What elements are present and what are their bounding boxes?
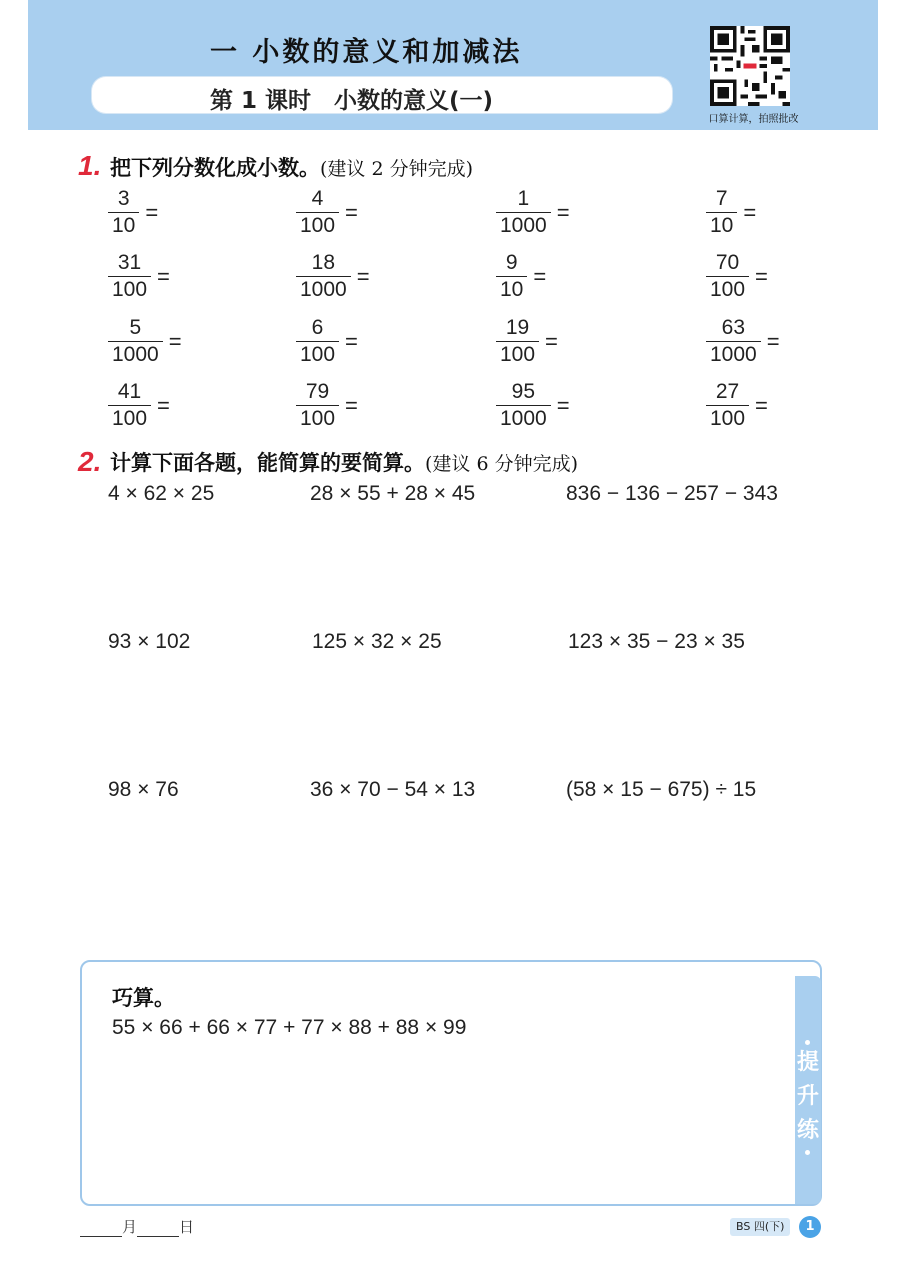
page-number: 1 bbox=[799, 1216, 821, 1238]
fraction-numerator: 5 bbox=[129, 316, 142, 339]
fraction-denominator: 1000 bbox=[496, 405, 551, 430]
fraction bbox=[296, 317, 339, 366]
equals-sign: = bbox=[556, 199, 570, 225]
fraction-item bbox=[496, 188, 570, 237]
fraction bbox=[496, 381, 551, 430]
calc-problem: 125 × 32 × 25 bbox=[312, 630, 442, 653]
fraction-denominator: 1000 bbox=[296, 276, 351, 301]
fraction-numerator: 70 bbox=[715, 251, 740, 274]
tab-dot bbox=[805, 1150, 810, 1155]
fraction bbox=[108, 252, 151, 301]
fraction-denominator: 10 bbox=[108, 212, 139, 237]
calc-problem: 93 × 102 bbox=[108, 630, 191, 653]
fraction-item bbox=[108, 252, 170, 301]
fraction bbox=[108, 317, 163, 366]
fraction bbox=[496, 317, 539, 366]
equals-sign: = bbox=[157, 263, 170, 289]
fraction bbox=[706, 317, 761, 366]
equals-sign: = bbox=[345, 199, 358, 225]
fraction bbox=[706, 188, 737, 237]
calc-problem: 836 − 136 − 257 − 343 bbox=[566, 482, 778, 505]
fraction-numerator: 95 bbox=[511, 380, 536, 403]
date-field[interactable] bbox=[80, 1216, 194, 1237]
equals-sign: = bbox=[145, 199, 159, 225]
fraction-item bbox=[706, 317, 780, 366]
fraction-item bbox=[706, 252, 768, 301]
fraction-denominator: 100 bbox=[706, 276, 749, 301]
fraction-numerator: 7 bbox=[715, 187, 728, 210]
grade-label: BS 四(下) bbox=[730, 1218, 790, 1236]
fraction-item bbox=[296, 252, 370, 301]
fraction-item bbox=[706, 188, 756, 237]
unit-title: 一 小数的意义和加减法 bbox=[210, 37, 523, 68]
fraction-denominator: 1000 bbox=[706, 341, 761, 366]
fraction-item bbox=[296, 188, 358, 237]
day-label: 日 bbox=[179, 1218, 195, 1236]
section1-title-text: 把下列分数化成小数。 bbox=[110, 156, 320, 180]
fraction-denominator: 100 bbox=[296, 341, 339, 366]
fraction-denominator: 1000 bbox=[496, 212, 551, 237]
equals-sign: = bbox=[345, 328, 358, 354]
fraction-item bbox=[296, 381, 358, 430]
fraction bbox=[496, 252, 527, 301]
section2-number: 2. bbox=[78, 446, 102, 477]
qr-caption: 口算计算，拍照批改 bbox=[708, 114, 799, 125]
challenge-title: 巧算。 bbox=[112, 986, 175, 1010]
fraction-denominator: 100 bbox=[296, 212, 339, 237]
equals-sign: = bbox=[743, 199, 757, 225]
fraction bbox=[108, 381, 151, 430]
fraction-numerator: 3 bbox=[117, 187, 130, 210]
fraction-denominator: 10 bbox=[496, 276, 527, 301]
section1-number: 1. bbox=[78, 150, 102, 181]
fraction-numerator: 79 bbox=[305, 380, 330, 403]
equals-sign: = bbox=[157, 392, 170, 418]
day-blank[interactable] bbox=[137, 1222, 179, 1237]
fraction-denominator: 100 bbox=[296, 405, 339, 430]
fraction-numerator: 4 bbox=[311, 187, 324, 210]
fraction-denominator: 10 bbox=[706, 212, 737, 237]
equals-sign: = bbox=[168, 328, 182, 354]
section2-hint: (建议 6 分钟完成) bbox=[425, 453, 578, 475]
fraction-numerator: 6 bbox=[311, 316, 324, 339]
challenge-tab-label: 提 升 练 bbox=[796, 1050, 819, 1143]
lesson-title: 第 1 课时 小数的意义(一) bbox=[210, 88, 494, 114]
equals-sign: = bbox=[356, 263, 370, 289]
fraction-numerator: 9 bbox=[505, 251, 518, 274]
fraction-numerator: 19 bbox=[505, 316, 530, 339]
equals-sign: = bbox=[755, 392, 768, 418]
qr-code[interactable] bbox=[710, 26, 790, 106]
fraction-item bbox=[496, 252, 546, 301]
equals-sign: = bbox=[545, 328, 558, 354]
fraction bbox=[706, 381, 749, 430]
fraction bbox=[296, 252, 351, 301]
section2-title-text: 计算下面各题，能简算的要简算。 bbox=[110, 451, 425, 475]
equals-sign: = bbox=[345, 392, 358, 418]
fraction-numerator: 41 bbox=[117, 380, 142, 403]
fraction bbox=[706, 252, 749, 301]
fraction-denominator: 100 bbox=[108, 276, 151, 301]
fraction-item bbox=[496, 381, 570, 430]
tab-dot bbox=[805, 1040, 810, 1045]
fraction-denominator: 1000 bbox=[108, 341, 163, 366]
equals-sign: = bbox=[533, 263, 547, 289]
fraction-numerator: 63 bbox=[721, 316, 746, 339]
section1-hint: (建议 2 分钟完成) bbox=[320, 158, 473, 180]
fraction-item bbox=[706, 381, 768, 430]
fraction-numerator: 18 bbox=[311, 251, 336, 274]
fraction-denominator: 100 bbox=[108, 405, 151, 430]
equals-sign: = bbox=[766, 328, 780, 354]
month-blank[interactable] bbox=[80, 1222, 122, 1237]
month-label: 月 bbox=[122, 1218, 138, 1236]
fraction-numerator: 31 bbox=[117, 251, 142, 274]
calc-problem: 4 × 62 × 25 bbox=[108, 482, 215, 505]
fraction-denominator: 100 bbox=[706, 405, 749, 430]
equals-sign: = bbox=[755, 263, 768, 289]
challenge-box bbox=[80, 960, 822, 1206]
calc-problem: (58 × 15 − 675) ÷ 15 bbox=[566, 778, 757, 801]
equals-sign: = bbox=[556, 392, 570, 418]
challenge-problem: 55 × 66 + 66 × 77 + 77 × 88 + 88 × 99 bbox=[112, 1016, 467, 1039]
calc-problem: 28 × 55 + 28 × 45 bbox=[310, 482, 476, 505]
fraction-numerator: 1 bbox=[517, 187, 530, 210]
fraction-item bbox=[296, 317, 358, 366]
fraction bbox=[496, 188, 551, 237]
fraction bbox=[108, 188, 139, 237]
fraction-item bbox=[496, 317, 558, 366]
section1-title bbox=[110, 152, 473, 182]
fraction-item bbox=[108, 317, 182, 366]
calc-problem: 123 × 35 − 23 × 35 bbox=[568, 630, 745, 653]
fraction-denominator: 100 bbox=[496, 341, 539, 366]
section2-title bbox=[110, 447, 578, 477]
calc-problem: 98 × 76 bbox=[108, 778, 179, 801]
calc-problem: 36 × 70 − 54 × 13 bbox=[310, 778, 476, 801]
fraction-item bbox=[108, 188, 158, 237]
fraction-item bbox=[108, 381, 170, 430]
fraction bbox=[296, 381, 339, 430]
fraction-numerator: 27 bbox=[715, 380, 740, 403]
fraction bbox=[296, 188, 339, 237]
